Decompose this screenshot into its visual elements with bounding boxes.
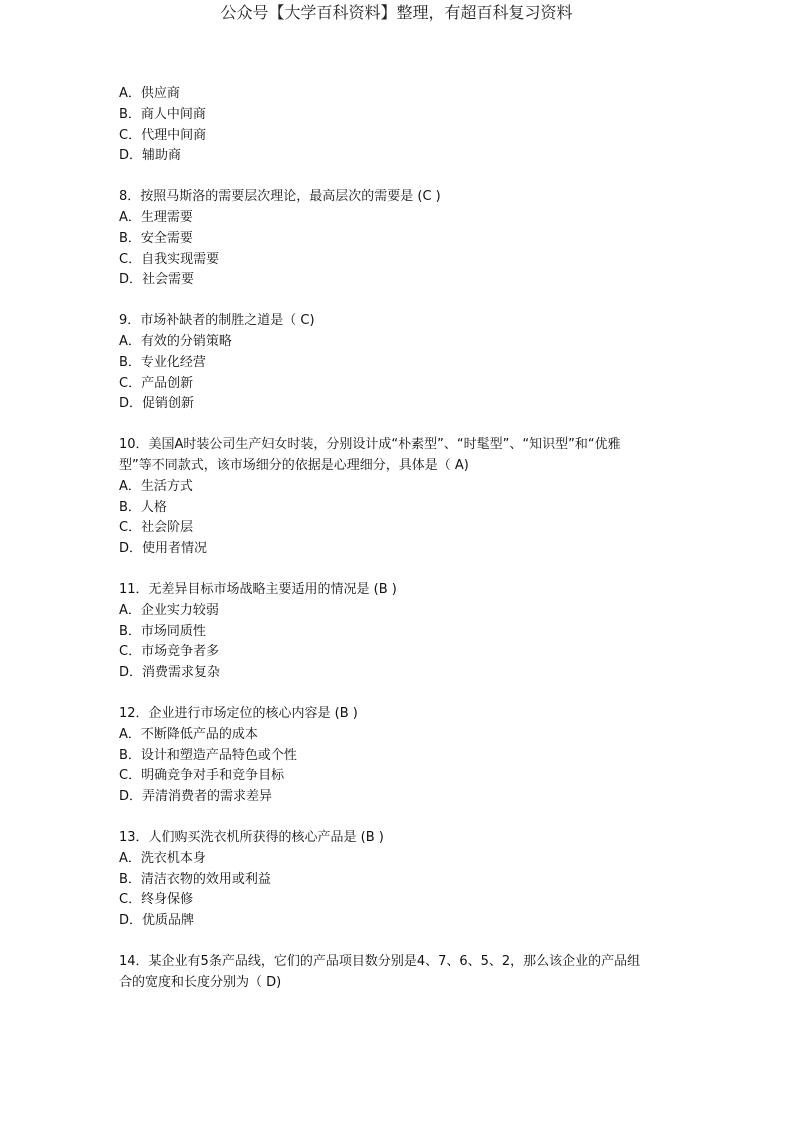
question-text: 10．美国A时装公司生产妇女时装，分别设计成“朴素型”、“时髦型”、“知识型”和“优雅 bbox=[119, 437, 621, 453]
answer-option: B．人格 bbox=[119, 499, 167, 515]
answer-option: A．供应商 bbox=[119, 86, 180, 101]
answer-option: A．不断降低产品的成本 bbox=[119, 726, 258, 742]
answer-option: A．企业实力较弱 bbox=[119, 602, 219, 618]
question-text: 8．按照马斯洛的需要层次理论，最高层次的需要是 (C ) bbox=[119, 189, 441, 205]
question-block bbox=[119, 704, 679, 808]
question-text: 型”等不同款式，该市场细分的依据是心理细分，具体是（ A) bbox=[119, 457, 469, 473]
page-header: 公众号【大学百科资料】整理，有超百科复习资料 bbox=[220, 3, 573, 22]
answer-option: D．消费需求复杂 bbox=[119, 665, 221, 681]
question-block bbox=[119, 84, 679, 167]
answer-option: C．终身保修 bbox=[119, 892, 194, 908]
question-text: 14．某企业有5条产品线，它们的产品项目数分别是4、7、6、5、2，那么该企业的产品组 bbox=[119, 953, 641, 969]
answer-option: B．设计和塑造产品特色或个性 bbox=[119, 747, 297, 763]
answer-option: D．优质品牌 bbox=[119, 913, 195, 929]
question-block bbox=[119, 580, 679, 684]
answer-option: D．促销创新 bbox=[119, 396, 195, 412]
question-block bbox=[119, 311, 679, 415]
answer-option: D．使用者情况 bbox=[119, 541, 208, 557]
question-text: 11．无差异目标市场战略主要适用的情况是 (B ) bbox=[119, 581, 397, 597]
answer-option: A．生理需要 bbox=[119, 209, 193, 225]
question-text: 9．市场补缺者的制胜之道是（ C) bbox=[119, 313, 315, 329]
answer-option: B．安全需要 bbox=[119, 230, 193, 246]
question-text: 13．人们购买洗衣机所获得的核心产品是 (B ) bbox=[119, 829, 384, 845]
answer-option: B．市场同质性 bbox=[119, 623, 206, 639]
answer-option: C．市场竞争者多 bbox=[119, 644, 220, 660]
answer-option: C．社会阶层 bbox=[119, 520, 194, 536]
answer-option: D．弄清消费者的需求差异 bbox=[119, 789, 273, 805]
question-block bbox=[119, 435, 679, 560]
answer-option: B．专业化经营 bbox=[119, 354, 206, 370]
answer-option: B．商人中间商 bbox=[119, 106, 206, 122]
answer-option: B．清洁衣物的效用或利益 bbox=[119, 871, 271, 887]
question-text: 12．企业进行市场定位的核心内容是 (B ) bbox=[119, 705, 358, 721]
question-text: 合的宽度和长度分别为（ D) bbox=[119, 974, 282, 990]
question-block bbox=[119, 952, 679, 994]
answer-option: D．辅助商 bbox=[119, 148, 182, 164]
answer-option: A．洗衣机本身 bbox=[119, 850, 206, 866]
question-block bbox=[119, 187, 679, 291]
question-list bbox=[119, 84, 679, 1013]
answer-option: C．明确竞争对手和竞争目标 bbox=[119, 768, 285, 784]
question-block bbox=[119, 828, 679, 932]
answer-option: A．生活方式 bbox=[119, 478, 193, 494]
answer-option: A．有效的分销策略 bbox=[119, 333, 232, 349]
answer-option: D．社会需要 bbox=[119, 272, 195, 288]
answer-option: C．自我实现需要 bbox=[119, 251, 220, 267]
answer-option: C．代理中间商 bbox=[119, 127, 207, 143]
answer-option: C．产品创新 bbox=[119, 375, 194, 391]
